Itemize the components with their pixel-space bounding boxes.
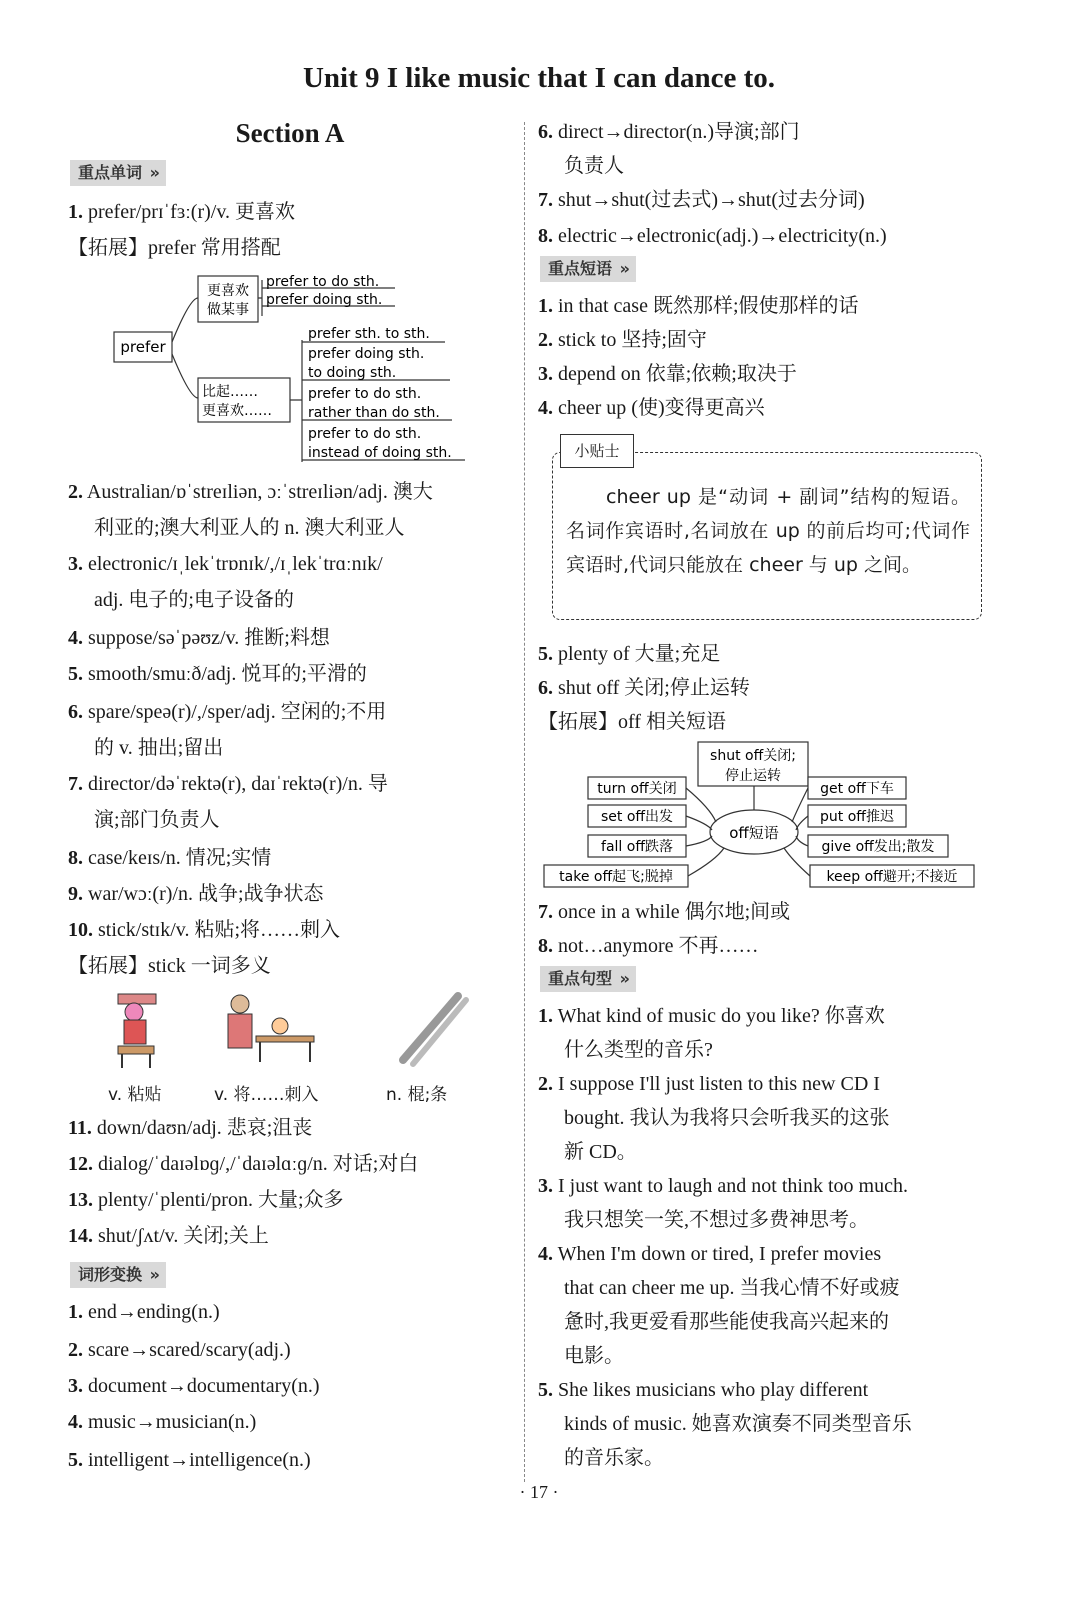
phrase_items-line <box>538 898 790 926</box>
vocab_items-text: war/wɔː(r)/n. 战争;战争状态 <box>88 883 324 905</box>
vocab_items-number: 3. <box>68 553 83 575</box>
vocab_items-text: Australian/ɒˈstreɪliən, ɔːˈstreɪliən/adj. 澳大 <box>86 481 433 503</box>
sentence-text: 我只想笑一笑,不想过多费神思考。 <box>564 1209 869 1231</box>
form_items-line <box>68 1446 311 1474</box>
vocab_items-text: director/dəˈrektə(r), daɪˈrektə(r)/n. 导 <box>88 773 388 795</box>
phrase_items-number: 5. <box>538 643 553 665</box>
vocab_items-number: 1. <box>68 201 83 223</box>
vocab_items-line <box>68 1150 418 1178</box>
vocab_items-number: 14. <box>68 1225 93 1247</box>
sentence-line <box>564 1036 713 1064</box>
form_items-line <box>68 1408 256 1436</box>
form_items-text: intelligent→intelligence(n.) <box>88 1449 311 1471</box>
sentence-line <box>538 1376 868 1404</box>
prefer-branch1-line2: 做某事 <box>207 302 249 318</box>
phrase_items-number: 4. <box>538 397 553 419</box>
stick-injection-illustration <box>228 995 314 1062</box>
phrase_items-text: stick to 坚持;固守 <box>558 329 707 351</box>
vocab_items-line <box>68 660 367 688</box>
vocab_items-line <box>94 734 223 762</box>
vocab_items-line <box>68 198 295 226</box>
form_items-line <box>564 152 624 180</box>
phrase_items-text: not…anymore 不再…… <box>558 935 759 957</box>
sentence-text: I just want to laugh and not think too much. <box>558 1175 908 1197</box>
form_items-line <box>68 1372 320 1400</box>
column-divider <box>524 122 525 1482</box>
phrase_items-number: 6. <box>538 677 553 699</box>
prefer-branch2-line2: 更喜欢…… <box>202 403 272 419</box>
vocab_items-text: 演;部门负责人 <box>94 809 220 831</box>
phrase_items-text: cheer up (使)变得更高兴 <box>558 397 765 419</box>
form_items-number: 3. <box>68 1375 83 1397</box>
vocab_items-text: adj. 电子的;电子设备的 <box>94 589 294 611</box>
vocab_items-line <box>68 844 271 872</box>
phrase_items-number: 1. <box>538 295 553 317</box>
vocab_items-line <box>94 586 294 614</box>
form_items-line <box>538 222 887 250</box>
phrase_items-line <box>538 640 720 668</box>
sentence-line <box>564 1410 912 1438</box>
prefer-b1-item-1: prefer to do sth. <box>266 274 380 290</box>
phrases-badge: 重点短语 » <box>540 256 636 282</box>
prefer-branch1-line1: 更喜欢 <box>207 283 249 299</box>
vocab_items-text: stick/stɪk/v. 粘贴;将……刺入 <box>98 919 341 941</box>
sentence-line <box>564 1342 624 1370</box>
vocab_items-line <box>68 478 433 506</box>
sentence-line <box>564 1138 637 1166</box>
form_items-text: shut→shut(过去式)→shut(过去分词) <box>558 189 865 211</box>
form_items-number: 8. <box>538 225 553 247</box>
vocab_items-line <box>94 806 220 834</box>
form_items-number: 7. <box>538 189 553 211</box>
sentence-line <box>538 1070 880 1098</box>
off-right-4: keep off避开;不接近 <box>826 869 958 885</box>
tip-text: cheer up 是“动词 + 副词”结构的短语。名词作宾语时,名词放在 up 的前后均可;代词作宾语时,代词只能放在 cheer 与 up 之间。 <box>566 486 970 576</box>
vocab_items-text: prefer/prɪˈfɜː(r)/v. 更喜欢 <box>88 201 296 223</box>
vocab_items-line <box>68 770 388 798</box>
form_items-number: 6. <box>538 121 553 143</box>
sentence-line <box>538 1172 908 1200</box>
vocab_items-line <box>68 880 324 908</box>
off-left-2: set off出发 <box>600 809 674 825</box>
form_items-line <box>538 118 800 146</box>
sentence-line <box>564 1206 869 1234</box>
phrase_items-text: plenty of 大量;充足 <box>558 643 721 665</box>
vocab_items-number: 4. <box>68 627 83 649</box>
sentence-line <box>538 1002 885 1030</box>
stick-illustrations <box>108 990 488 1075</box>
vocab_items-number: 8. <box>68 847 83 869</box>
vocab_items-text: 利亚的;澳大利亚人的 n. 澳大利亚人 <box>94 517 405 539</box>
vocab_items-line <box>68 952 271 980</box>
vocab_items-number: 7. <box>68 773 83 795</box>
sentence-text: 惫时,我更爱看那些能使我高兴起来的 <box>564 1311 889 1333</box>
form_items-text: document→documentary(n.) <box>88 1375 320 1397</box>
sentence-number: 5. <box>538 1379 553 1401</box>
phrase_items-line <box>538 326 707 354</box>
vocab_items-number: 6. <box>68 701 83 723</box>
vocab_items-text: down/daʊn/adj. 悲哀;沮丧 <box>96 1117 313 1139</box>
vocab_items-line <box>68 1114 312 1142</box>
sentence-text: 什么类型的音乐? <box>564 1039 713 1061</box>
off-right-3: give off发出;散发 <box>821 839 935 855</box>
form_items-line <box>538 186 865 214</box>
form_items-text: end→ending(n.) <box>88 1301 220 1323</box>
sentence-number: 1. <box>538 1005 553 1027</box>
vocab_items-text: 【拓展】prefer 常用搭配 <box>68 237 281 259</box>
sentence-number: 4. <box>538 1243 553 1265</box>
off-mind-map <box>540 738 980 890</box>
phrase_items-text: in that case 既然那样;假使那样的话 <box>558 295 859 317</box>
phrase_items-text: depend on 依靠;依赖;取决于 <box>558 363 797 385</box>
form_items-text: direct→director(n.)导演;部门 <box>558 121 800 143</box>
phrase_items-line <box>538 674 750 702</box>
sentences-badge: 重点句型 » <box>540 966 636 992</box>
off-top-line2: 停止运转 <box>725 768 781 784</box>
prefer-branch2-line1: 比起…… <box>202 384 258 400</box>
stick-rod-illustration <box>403 996 466 1064</box>
prefer-b2-item-3: to doing sth. <box>308 365 397 381</box>
sentence-line <box>538 1240 881 1268</box>
prefer-b1-item-2: prefer doing sth. <box>266 292 383 308</box>
vocab_items-text: plenty/ˈplenti/pron. 大量;众多 <box>98 1189 344 1211</box>
form_items-number: 2. <box>68 1339 83 1361</box>
page-number: · 17 · <box>519 1482 559 1502</box>
sentence-line <box>564 1274 899 1302</box>
phrase_items-text: shut off 关闭;停止运转 <box>558 677 750 699</box>
prefer-map-center: prefer <box>120 338 166 356</box>
phrase_items-number: 8. <box>538 935 553 957</box>
vocab_items-text: smooth/smuːð/adj. 悦耳的;平滑的 <box>88 663 367 685</box>
off-map-center: off短语 <box>729 824 779 842</box>
vocab_items-number: 13. <box>68 1189 93 1211</box>
phrase_items-number: 3. <box>538 363 553 385</box>
tip-tag: 小贴士 <box>560 434 634 468</box>
stick-paste-illustration <box>118 994 156 1068</box>
prefer-b2-item-1: prefer sth. to sth. <box>308 326 430 342</box>
sentence-text: that can cheer me up. 当我心情不好或疲 <box>564 1277 900 1299</box>
forms-badge: 词形变换 » <box>70 1262 166 1288</box>
vocab_items-text: 的 v. 抽出;留出 <box>94 737 224 759</box>
vocab_items-number: 5. <box>68 663 83 685</box>
form_items-number: 4. <box>68 1411 83 1433</box>
sentence-text: I suppose I'll just listen to this new CD I <box>558 1073 880 1095</box>
off-left-1: turn off关闭 <box>597 781 677 797</box>
vocab_items-line <box>68 624 330 652</box>
sentence-text: 新 CD。 <box>564 1141 637 1163</box>
vocab_items-number: 12. <box>68 1153 93 1175</box>
form_items-text: 负责人 <box>564 155 624 177</box>
sentence-text: 电影。 <box>564 1345 624 1367</box>
prefer-b2-item-5: rather than do sth. <box>308 405 440 421</box>
phrase_items-line <box>538 708 726 736</box>
vocab_items-number: 10. <box>68 919 93 941</box>
vocab_items-text: shut/ʃʌt/v. 关闭;关上 <box>98 1225 269 1247</box>
form_items-line <box>68 1336 291 1364</box>
prefer-mind-map <box>110 270 470 466</box>
stick-caption-2: v. 将……刺入 <box>214 1085 319 1105</box>
off-left-3: fall off跌落 <box>601 839 673 855</box>
vocab_items-line <box>94 514 405 542</box>
sentence-number: 3. <box>538 1175 553 1197</box>
form_items-text: scare→scared/scary(adj.) <box>88 1339 291 1361</box>
vocab_items-line <box>68 234 281 262</box>
phrase_items-number: 2. <box>538 329 553 351</box>
form_items-line <box>68 1298 220 1326</box>
vocab_items-text: 【拓展】stick 一词多义 <box>68 955 271 977</box>
vocab_items-number: 11. <box>68 1117 92 1139</box>
page-title: Unit 9 I like music that I can dance to. <box>302 62 776 94</box>
form_items-number: 5. <box>68 1449 83 1471</box>
phrase_items-line <box>538 932 759 960</box>
vocab_items-text: dialog/ˈdaɪəlɒɡ/,/ˈdaɪəlɑːɡ/n. 对话;对白 <box>98 1153 419 1175</box>
off-right-2: put off推迟 <box>820 809 894 825</box>
vocab_items-line <box>68 916 340 944</box>
off-top-line1: shut off关闭; <box>710 748 796 764</box>
vocab_items-line <box>68 550 383 578</box>
vocab_items-line <box>68 1222 269 1250</box>
vocab_items-text: electronic/ɪˌlekˈtrɒnɪk/,/ɪˌlekˈtrɑːnɪk/ <box>88 553 383 575</box>
vocab_items-line <box>68 1186 344 1214</box>
sentence-line <box>564 1104 890 1132</box>
off-left-4: take off起飞;脱掉 <box>559 869 673 885</box>
sentence-text: What kind of music do you like? 你喜欢 <box>557 1005 885 1027</box>
stick-caption-1: v. 粘贴 <box>108 1085 162 1105</box>
phrase_items-number: 7. <box>538 901 553 923</box>
form_items-text: music→musician(n.) <box>88 1411 257 1433</box>
vocab-badge: 重点单词 » <box>70 160 166 186</box>
phrase_items-text: 【拓展】off 相关短语 <box>538 711 726 733</box>
stick-caption-3: n. 棍;条 <box>386 1085 448 1105</box>
phrase_items-line <box>538 360 797 388</box>
prefer-b2-item-7: instead of doing sth. <box>308 445 452 461</box>
sentence-text: kinds of music. 她喜欢演奏不同类型音乐 <box>564 1413 912 1435</box>
sentence-text: bought. 我认为我将只会听我买的这张 <box>564 1107 890 1129</box>
section-title: Section A <box>235 118 345 148</box>
sentence-line <box>564 1308 889 1336</box>
vocab_items-number: 2. <box>68 481 83 503</box>
form_items-text: electric→electronic(adj.)→electricity(n.) <box>558 225 887 247</box>
sentence-number: 2. <box>538 1073 553 1095</box>
sentence-text: 的音乐家。 <box>564 1447 664 1469</box>
sentence-line <box>564 1444 664 1472</box>
sentence-text: She likes musicians who play different <box>558 1379 869 1401</box>
vocab_items-line <box>68 698 386 726</box>
vocab_items-number: 9. <box>68 883 83 905</box>
prefer-b2-item-2: prefer doing sth. <box>308 346 425 362</box>
phrase_items-text: once in a while 偶尔地;间或 <box>558 901 791 923</box>
sentence-text: When I'm down or tired, I prefer movies <box>557 1243 882 1265</box>
vocab_items-text: case/keɪs/n. 情况;实情 <box>88 847 272 869</box>
vocab_items-text: spare/speə(r)/,/sper/adj. 空闲的;不用 <box>88 701 387 723</box>
prefer-b2-item-4: prefer to do sth. <box>308 386 422 402</box>
prefer-b2-item-6: prefer to do sth. <box>308 426 422 442</box>
off-right-1: get off下车 <box>820 781 894 797</box>
form_items-number: 1. <box>68 1301 83 1323</box>
phrase_items-line <box>538 394 765 422</box>
phrase_items-line <box>538 292 859 320</box>
vocab_items-text: suppose/səˈpəʊz/v. 推断;料想 <box>88 627 330 649</box>
